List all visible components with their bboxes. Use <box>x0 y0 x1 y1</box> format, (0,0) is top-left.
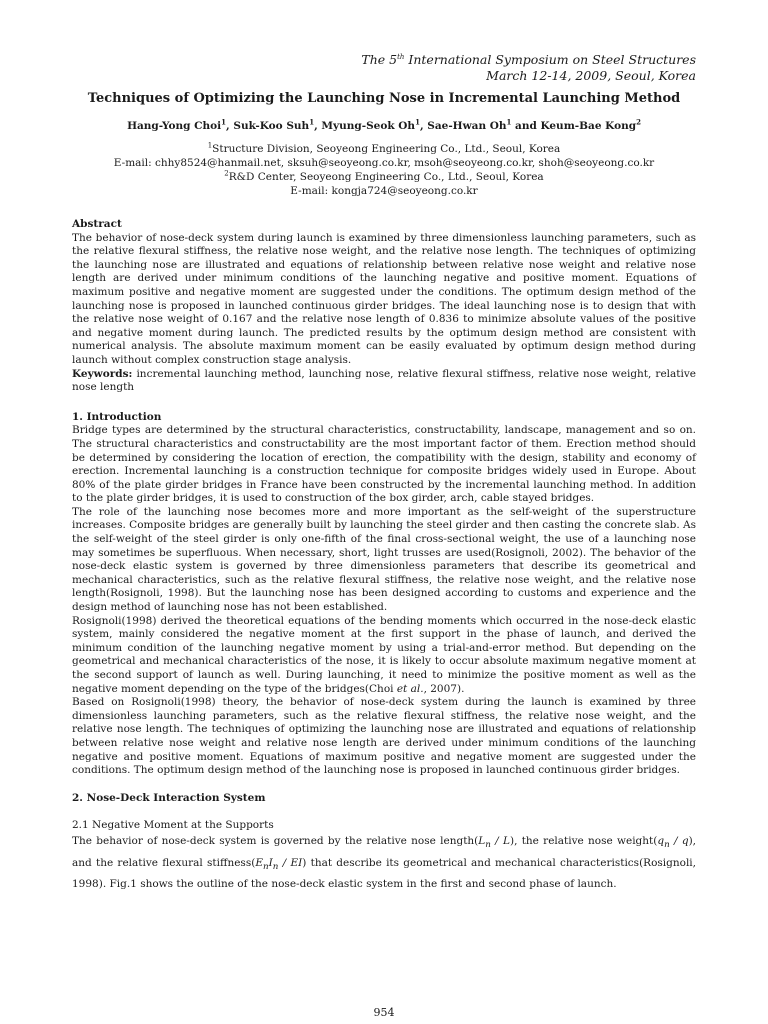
affiliation-2: $^2$R&D Center, Seoyeong Engineering Co., Ltd., Seoul, Korea <box>224 169 544 183</box>
section-2-paragraph: The behavior of nose-deck system is governed by the relative nose $length(L_n / L)$, the relative nose $weight(q_n / q)$, and the relative flexural $stiffness(E_nI_n / EI)$ that describe its geometrical and mechanical characteristics(Rosignoli, 1998). Fig.1 shows the outline of the nose-deck elastic system in the first and second phase of launch. <box>72 834 697 891</box>
keywords <box>72 368 696 395</box>
conference-dates: March 12-14, 2009, Seoul, Korea <box>486 68 696 83</box>
affiliation-1: $^1$Structure Division, Seoyeong Engineering Co., Ltd., Seoul, Korea <box>207 141 561 155</box>
author: Keum-Bae Kong$^2$ <box>540 117 641 132</box>
abstract-heading: Abstract <box>72 218 122 230</box>
subsection-2-1-heading: 2.1 Negative Moment at the Supports <box>72 819 274 832</box>
introduction-heading: 1. Introduction <box>72 410 162 423</box>
affiliations <box>72 142 696 198</box>
page-number: 954 <box>373 1006 395 1019</box>
keywords-label: Keywords: <box>72 367 133 380</box>
keywords-text: incremental launching method, launching nose, relative flexural stiffness, relative nose weight, relative nose length <box>72 367 696 394</box>
paper-title: Techniques of Optimizing the Launching Nose in Incremental Launching Method <box>87 91 681 106</box>
intro-paragraph-2: The role of the launching nose becomes more and more important as the self-weight of the superstructure increases. Composite bridges are generally built by launching the steel girder and then casting the concrete slab. As the self-weight of the steel girder is only one-fifth of the final cross-sectional weight, the use of a launching nose may sometimes be superfluous. When necessary, short, light trusses are used(Rosignoli, 2002). The behavior of the nose-deck elastic system is governed by three dimensionless parameters that describe its geometrical and mechanical characteristics, such as the relative flexural stiffness, the relative nose weight, and the relative nose length(Rosignoli, 1998). But the launching nose has been designed according to customs and experience and the design method of launching nose has not been established. <box>72 505 696 614</box>
abstract-text: The behavior of nose-deck system during launch is examined by three dimensionless launching parameters, such as the relative flexural stiffness, the relative nose weight, and the relative nose length. The techniques of optimizing the launching nose are illustrated and equations of relationship between relative nose weight and relative nose length are derived under minimum conditions of the launching negative and positive moment. Equations of maximum positive and negative moment are suggested under the conditions. The optimum design method of the launching nose is proposed in launched continuous girder bridges. The ideal launching nose is to design that with the relative nose weight of 0.167 and the relative nose length of 0.836 to minimize absolute values of the positive and negative moment during launch. The predicted results by the optimum design method are consistent with numerical analysis. The absolute maximum moment can be easily evaluated by optimum design method during launch without complex construction stage analysis. <box>72 231 696 366</box>
conference-header <box>72 52 696 84</box>
intro-paragraph-4: Based on Rosignoli(1998) theory, the behavior of nose-deck system during the launch is examined by three dimensionless launching parameters, such as the relative flexural stiffness, the relative nose weight, and the relative nose length. The techniques of optimizing the launching nose are illustrated and equations of relationship between relative nose weight and relative nose length are derived under minimum conditions of the launching negative and positive moment. Equations of maximum positive and negative moment are suggested under the conditions. The optimum design method of the launching nose is proposed in launched continuous girder bridges. <box>72 696 696 777</box>
conference-name: The 5th International Symposium on Steel Structures <box>361 52 696 67</box>
section-2-heading: 2. Nose-Deck Interaction System <box>72 791 266 804</box>
author: Hang-Yong Choi$^1$, <box>127 117 234 132</box>
abstract-section <box>72 218 696 395</box>
math-relative-nose-length: $L_n$ / L <box>478 834 510 851</box>
ordinal-superscript: th <box>397 52 405 61</box>
author: Suk-Koo Suh$^1$, <box>233 117 322 132</box>
paper-page <box>72 52 696 894</box>
affiliation-2-email: E-mail: kongja724@seoyeong.co.kr <box>290 185 478 197</box>
author-list <box>72 117 696 132</box>
author: Myung-Seok Oh$^1$, <box>321 117 428 132</box>
intro-paragraph-3: Rosignoli(1998) derived the theoretical equations of the bending moments which occurred in the nose-deck elastic system, mainly considered the negative moment at the first support in the phase of launch, and derived the minimum condition of the launching negative moment by using a trial-and-error method. But depending on the geometrical and mechanical characteristics of the nose, it is likely to occur absolute maximum negative moment at the second support of launch as well. During launching, it need to minimize the positive moment as well as the negative moment depending on the type of the bridges(Choi et al., 2007). <box>72 614 696 695</box>
affiliation-1-email: E-mail: chhy8524@hanmail.net, sksuh@seoyeong.co.kr, msoh@seoyeong.co.kr, shoh@seoyeong.co.kr <box>113 157 655 169</box>
author: Sae-Hwan Oh$^1$ and <box>427 117 541 132</box>
math-relative-flexural-stiffness: $E_nI_n$ / EI <box>255 856 303 872</box>
intro-paragraph-1: Bridge types are determined by the structural characteristics, constructability, landscape, management and so on. The structural characteristics and constructability are the most important factor of them. Erection method should be determined by considering the location of erection, the compatibility with the design, stability and economy of erection. Incremental launching is a construction technique for composite bridges widely used in Europe. About 80% of the plate girder bridges in France have been constructed by the incremental launching method. In addition to the plate girder bridges, it is used to construction of the box girder, arch, cable stayed bridges. <box>72 424 696 505</box>
math-relative-nose-weight: $q_n$ / q <box>657 834 689 851</box>
